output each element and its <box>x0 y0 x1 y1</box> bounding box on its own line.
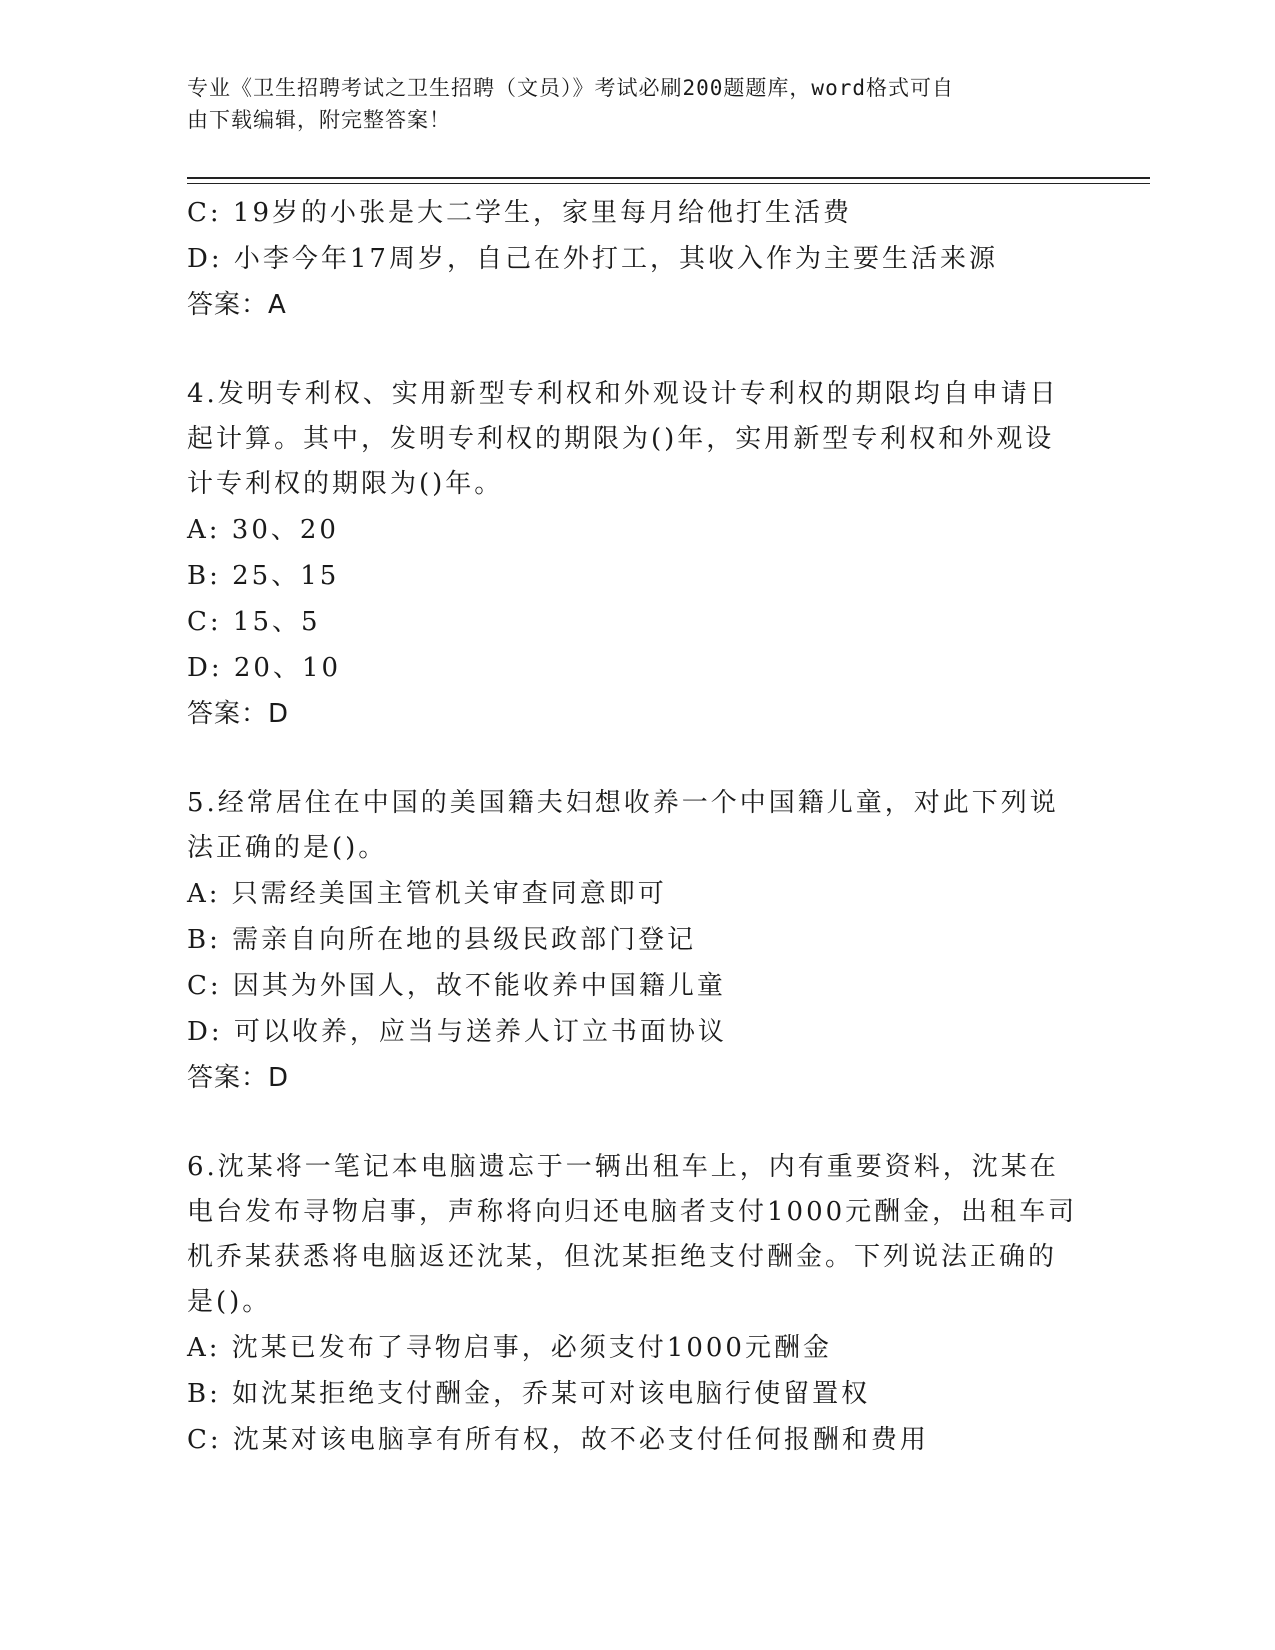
question-stem-line: 是()。 <box>187 1287 272 1317</box>
header-line-2: 由下载编辑，附完整答案！ <box>187 108 451 132</box>
spacer <box>187 737 1087 781</box>
question-stem-line: 5.经常居住在中国的美国籍夫妇想收养一个中国籍儿童，对此下列说 <box>187 788 1059 818</box>
question-stem-line: 法正确的是()。 <box>187 833 388 863</box>
spacer <box>187 1101 1087 1145</box>
option-c: C: 15、5 <box>187 607 321 637</box>
question-5 <box>187 781 1087 1101</box>
option-c: C: 沈某对该电脑享有所有权，故不必支付任何报酬和费用 <box>187 1425 929 1455</box>
option-b: B: 如沈某拒绝支付酬金，乔某可对该电脑行使留置权 <box>187 1379 871 1409</box>
question-4 <box>187 372 1087 737</box>
answer-label: 答案：D <box>187 699 290 729</box>
option-c: C: 19岁的小张是大二学生，家里每月给他打生活费 <box>187 198 853 228</box>
question-stem-line: 电台发布寻物启事，声称将向归还电脑者支付1000元酬金，出租车司 <box>187 1197 1078 1227</box>
option-d: D: 可以收养，应当与送养人订立书面协议 <box>187 1017 727 1047</box>
document-body <box>187 190 1087 1463</box>
answer-label: 答案：D <box>187 1063 290 1093</box>
option-d: D: 20、10 <box>187 653 342 683</box>
question-stem-line: 4.发明专利权、实用新型专利权和外观设计专利权的期限均自申请日 <box>187 379 1059 409</box>
answer-label: 答案：A <box>187 290 287 320</box>
spacer <box>187 328 1087 372</box>
question-stem-line: 起计算。其中，发明专利权的期限为()年，实用新型专利权和外观设 <box>187 424 1055 454</box>
option-a: A: 只需经美国主管机关审查同意即可 <box>187 879 667 909</box>
question-stem-line: 计专利权的期限为()年。 <box>187 469 504 499</box>
header-divider-thick <box>187 177 1150 179</box>
option-d: D: 小李今年17周岁，自己在外打工，其收入作为主要生活来源 <box>187 244 998 274</box>
option-a: A: 30、20 <box>187 515 339 545</box>
question-stem-line: 6.沈某将一笔记本电脑遗忘于一辆出租车上，内有重要资料，沈某在 <box>187 1152 1059 1182</box>
question-stem-line: 机乔某获悉将电脑返还沈某，但沈某拒绝支付酬金。下列说法正确的 <box>187 1242 1058 1272</box>
question-6 <box>187 1145 1087 1463</box>
document-header <box>187 72 1067 136</box>
option-b: B: 25、15 <box>187 561 340 591</box>
question-3-tail <box>187 190 1087 328</box>
option-c: C: 因其为外国人，故不能收养中国籍儿童 <box>187 971 726 1001</box>
option-a: A: 沈某已发布了寻物启事，必须支付1000元酬金 <box>187 1333 832 1363</box>
option-b: B: 需亲自向所在地的县级民政部门登记 <box>187 925 697 955</box>
header-line-1: 专业《卫生招聘考试之卫生招聘（文员）》考试必刷200题题库，word格式可自 <box>187 76 954 100</box>
header-divider-thin <box>187 183 1150 184</box>
